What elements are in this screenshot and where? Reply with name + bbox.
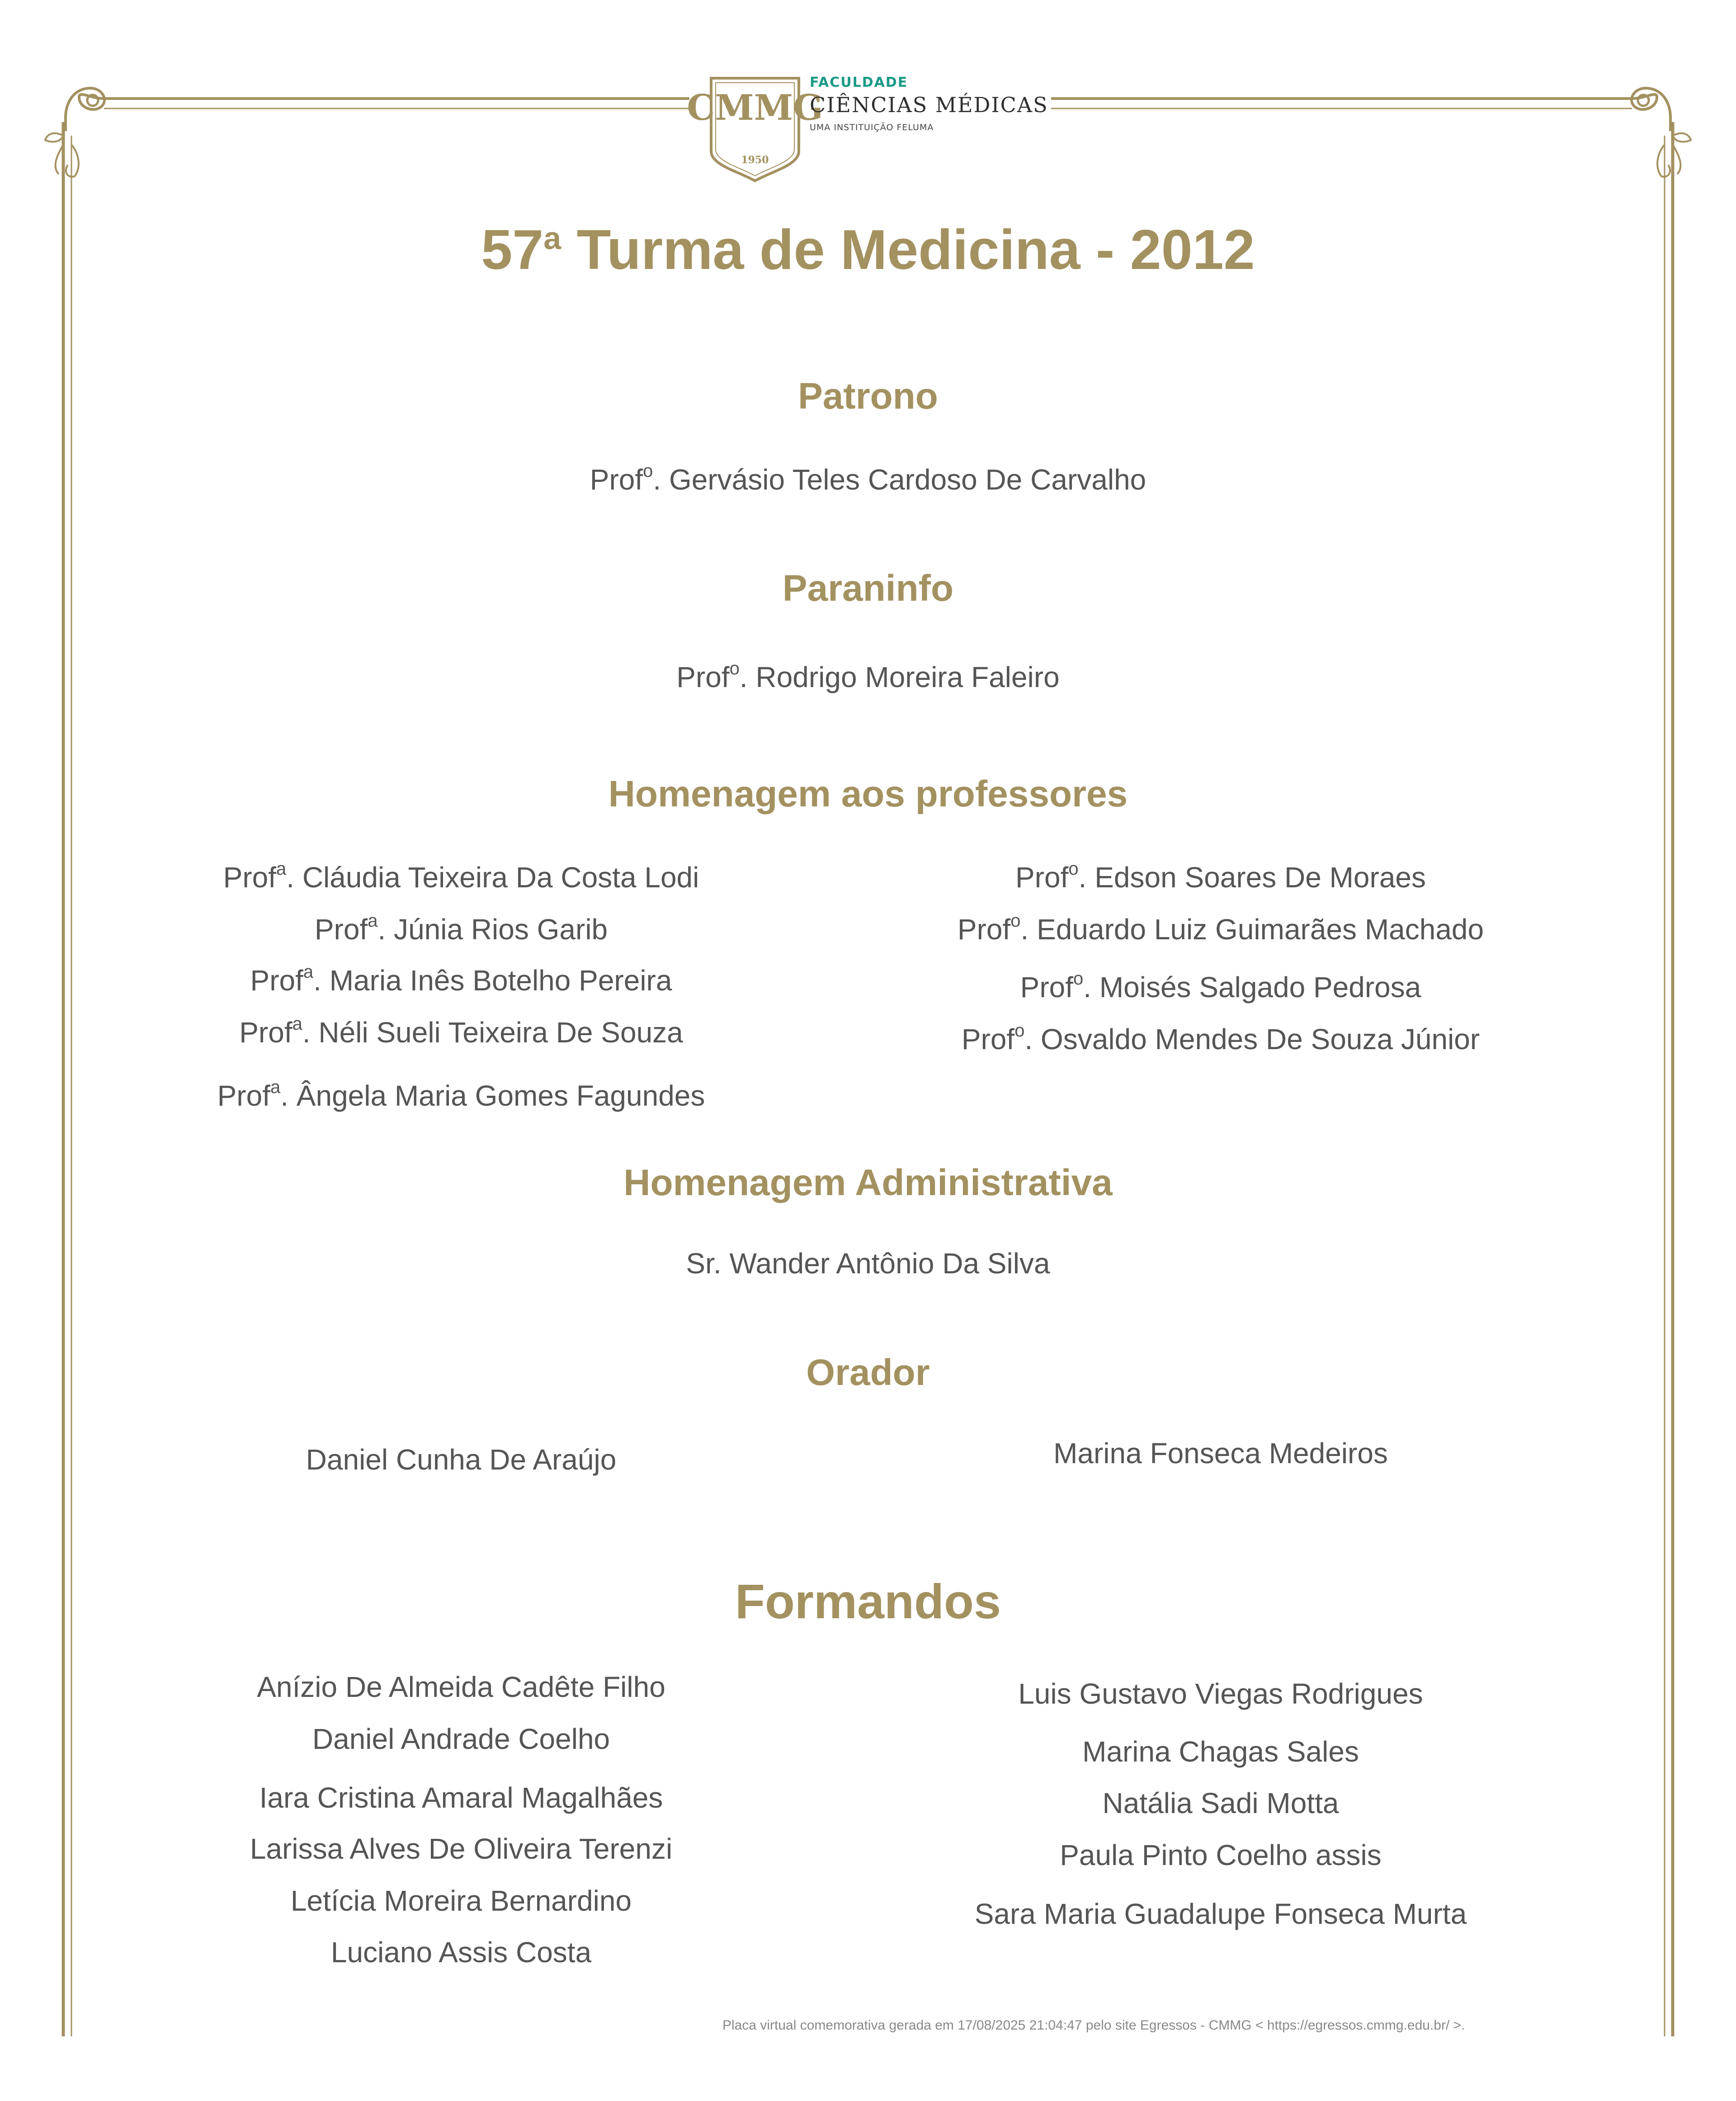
graduate-name: Luciano Assis Costa [330,1936,592,1969]
professor-name: Prof$^a$. Néli Sueli Teixeira De Souza [239,1014,683,1049]
homenagem-administrativa-name: Sr. Wander Antônio Da Silva [686,1247,1050,1280]
professor-name: Prof$^o$. Edson Soares De Moraes [1015,859,1426,894]
patrono-name: Prof$^o$. Gervásio Teles Cardoso De Carvalho [590,461,1146,496]
graduate-name: Natália Sadi Motta [1102,1787,1339,1819]
graduate-name: Iara Cristina Amaral Magalhães [259,1781,663,1814]
logo-monogram: CMMG [687,87,823,128]
professor-name: Prof$^o$. Eduardo Luiz Guimarães Machado [957,911,1484,946]
orador-heading: Orador [806,1352,930,1393]
logo-feluma: UMA INSTITUIÇÃO FELUMA [810,122,934,132]
paraninfo-heading: Paraninfo [782,568,954,609]
logo-year: 1950 [741,154,769,166]
footer-note: Placa virtual comemorativa gerada em 17/08/2025 21:04:47 pelo site Egressos - CMMG < https://egressos.cmmg.edu.br/ >. [722,2018,1465,2033]
title-ordinal: a [543,221,561,256]
title-text: Turma de Medicina - 2012 [576,219,1255,281]
logo-ciencias-medicas: CIÊNCIAS MÉDICAS [810,93,1048,117]
graduate-name: Letícia Moreira Bernardino [290,1884,632,1917]
cmmg-shield-icon [687,75,823,183]
homenagem-administrativa-heading: Homenagem Administrativa [623,1162,1113,1203]
professor-name: Prof$^o$. Osvaldo Mendes De Souza Júnior [961,1021,1480,1055]
graduate-name: Luis Gustavo Viegas Rodrigues [1018,1677,1423,1710]
graduate-name: Sara Maria Guadalupe Fonseca Murta [974,1898,1467,1930]
formandos-heading: Formandos [735,1574,1001,1629]
graduate-name: Paula Pinto Coelho assis [1060,1839,1382,1871]
orador-name-left: Daniel Cunha De Araújo [306,1443,617,1476]
homenagem-professores-heading: Homenagem aos professores [608,773,1128,815]
page-title [0,218,1736,282]
paraninfo-name: Prof$^o$. Rodrigo Moreira Faleiro [676,659,1060,693]
professor-name: Prof$^a$. Maria Inês Botelho Pereira [250,962,672,997]
graduate-name: Larissa Alves De Oliveira Terenzi [250,1832,673,1865]
professor-name: Prof$^o$. Moisés Salgado Pedrosa [1020,969,1421,1003]
professor-name: Prof$^a$. Cláudia Teixeira Da Costa Lodi [223,859,699,894]
graduate-name: Marina Chagas Sales [1082,1735,1359,1768]
professor-name: Prof$^a$. Júnia Rios Garib [314,911,608,946]
orador-name-right: Marina Fonseca Medeiros [1053,1437,1388,1470]
faculty-logo [687,75,1048,188]
title-number: 57 [481,219,544,281]
graduate-name: Daniel Andrade Coelho [312,1723,610,1755]
patrono-heading: Patrono [798,376,938,417]
graduate-name: Anízio De Almeida Cadête Filho [257,1671,665,1703]
logo-faculdade: FACULDADE [810,75,908,90]
professor-name: Prof$^a$. Ângela Maria Gomes Fagundes [217,1077,705,1112]
